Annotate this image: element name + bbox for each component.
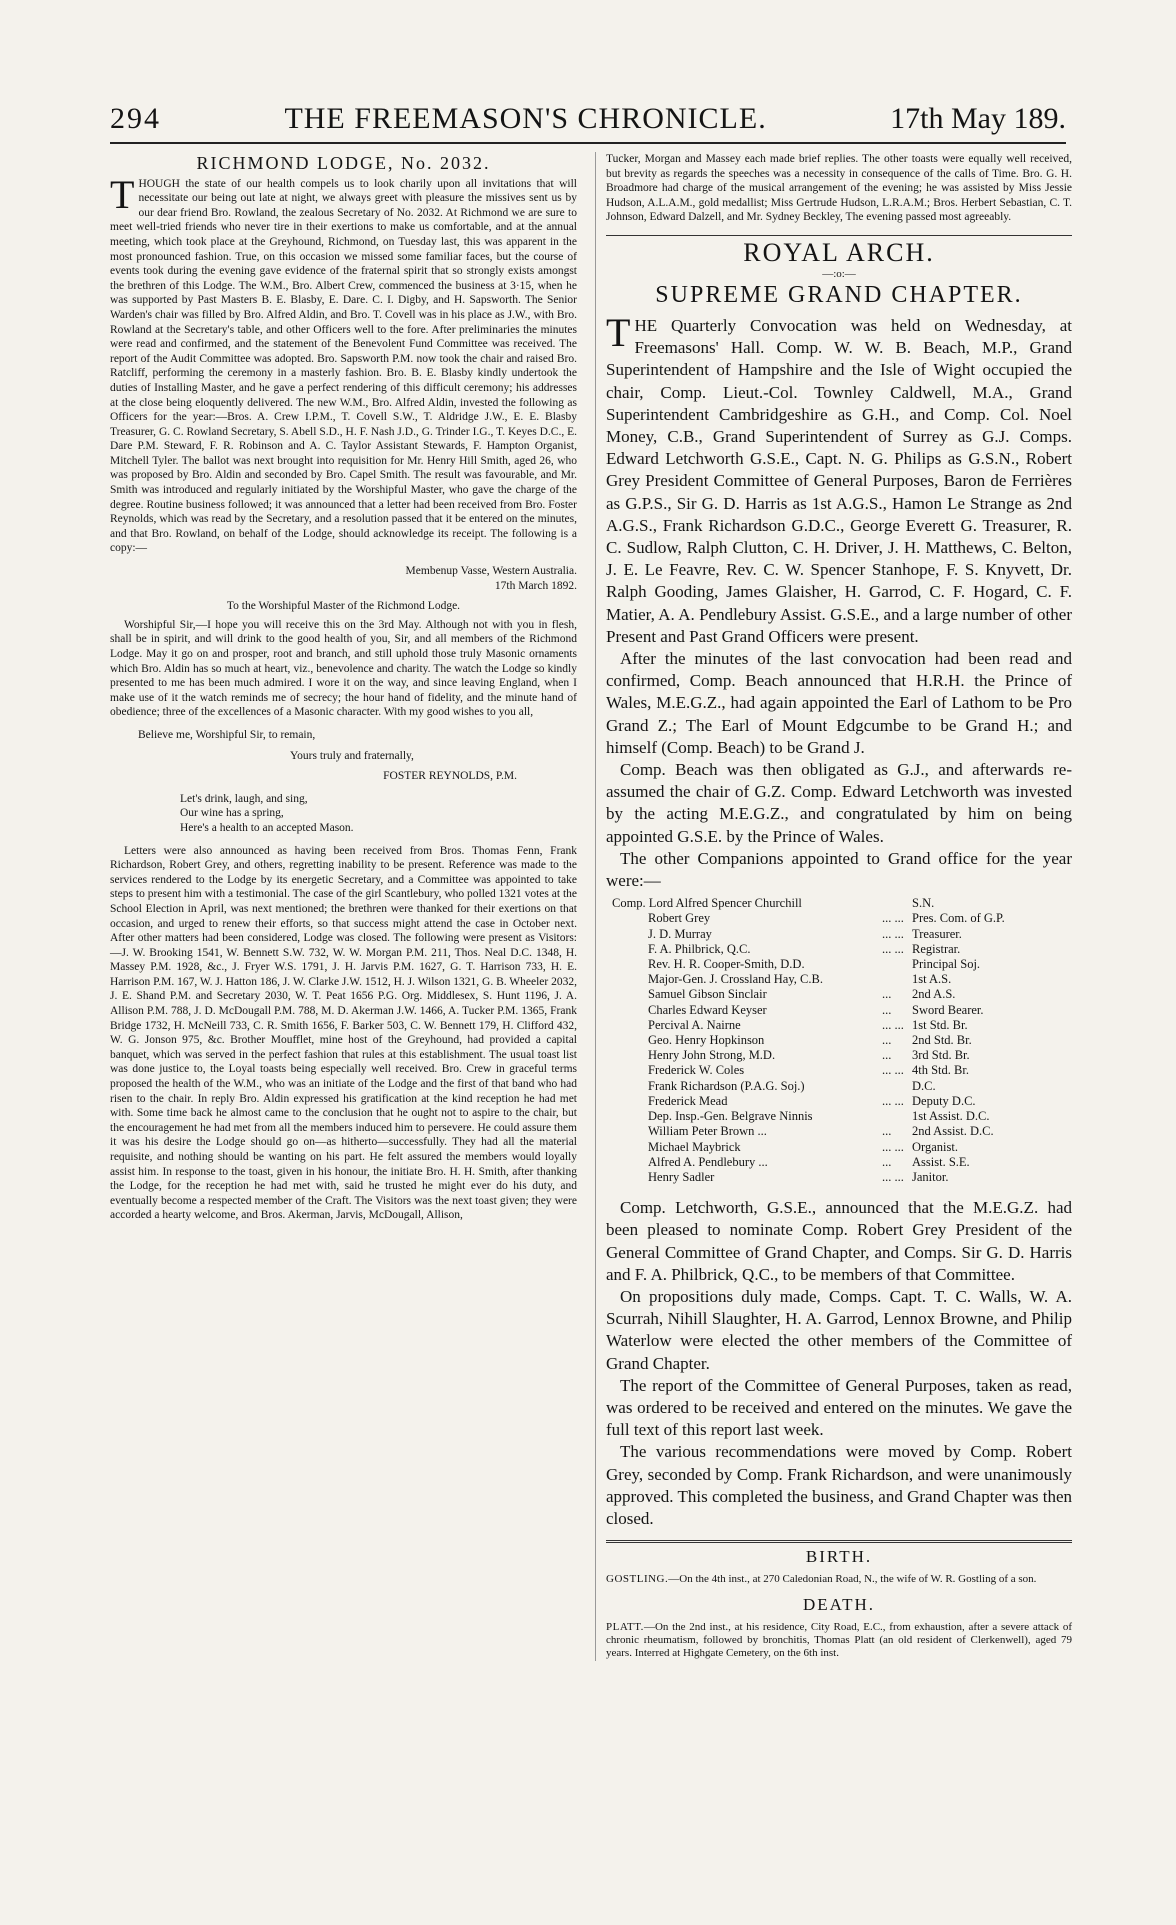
- chapter-paragraph-3: Comp. Beach was then obligated as G.J., and afterwards re-assumed the chair of G.Z. Comp. Edward Letchworth was invested by the acting M.E.G.Z., and congratulated by him on being appointed G.S.E. by the Prince of Wales.: [606, 760, 1072, 846]
- officer-row: [612, 972, 1009, 987]
- officer-leader-dots: ...: [882, 1002, 892, 1017]
- officer-row: [612, 1170, 1009, 1185]
- columns: [110, 152, 1072, 1661]
- officer-name: Frederick Mead: [648, 1093, 728, 1108]
- divider: [606, 235, 1072, 236]
- officer-row: [612, 1124, 1009, 1139]
- death-notice: PLATT.—On the 2nd inst., at his residence, City Road, E.C., from exhaustion, after a severe attack of chronic rheumatism, followed by bronchitis, Thomas Platt (an old resident of Clerkenwell), aged 79 years. Interred at Highgate Cemetery, on the 6th inst.: [606, 1620, 1072, 1660]
- officer-office: 1st Std. Br.: [912, 1017, 968, 1032]
- chapter-paragraph-1: THE Quarterly Convocation was held on Wednesday, at Freemasons' Hall. Comp. W. W. B. Beach, M.P., Grand Superintendent of Hampshire and the Isle of Wight occupied the chair, Comp. Lieut.-Col. Townley Caldwell, M.A., Grand Superintendent Cambridgeshire as G.H., and Comp. Col. Noel Money, C.B., Grand Superintendent of Surrey as G.J. Comps. Edward Letchworth G.S.E., Capt. N. G. Philips as G.S.N., Robert Grey President Committee of General Purposes, Baron de Ferrières as G.P.S., Sir G. D. Harris as 1st A.G.S., Hamon Le Strange as 2nd A.G.S., Frank Richardson G.D.C., George Everett G. Treasurer, R. C. Sudlow, Ralph Clutton, C. H. Driver, J. H. Matthews, C. Belton, J. E. Le Feavre, Rev. C. W. Spencer Stanhope, F. S. Knyvett, Dr. Ralph Gooding, James Glaisher, H. Garrod, C. F. Hogard, C. F. Matier, A. A. Pendlebury Assist. G.S.E., and a large number of other Present and Past Grand Officers were present.: [606, 309, 1072, 646]
- officer-office: 1st A.S.: [912, 972, 952, 987]
- letter-close-2: Yours truly and fraternally,: [290, 749, 414, 762]
- officer-office: S.N.: [912, 896, 935, 911]
- letter-addressee: To the Worshipful Master of the Richmond Lodge.: [226, 600, 461, 613]
- chapter-report-continued: [606, 1197, 1072, 1530]
- officer-leader-dots: ... ...: [882, 911, 904, 926]
- officer-office: Registrar.: [912, 941, 961, 956]
- left-column: [110, 152, 577, 1661]
- officer-row: [612, 1063, 1009, 1078]
- chapter-heading: SUPREME GRAND CHAPTER.: [655, 281, 1023, 308]
- officer-name: Comp. Lord Alfred Spencer Churchill: [612, 896, 802, 911]
- officer-name: Rev. H. R. Cooper-Smith, D.D.: [648, 957, 805, 972]
- verse-line-1: Let's drink, laugh, and sing,: [180, 792, 308, 805]
- lodge-continuation: Tucker, Morgan and Massey each made brief replies. The other toasts were equally well received, but brevity as regards the speeches was a necessity in consequence of the calls of Time. Bro. G. H. Broadmore had charge of the musical arrangement of the evening; he was assisted by Miss Jessie Hudson, A.L.A.M., gold medallist; Miss Gertrude Hudson, L.R.A.M.; Bros. Herbert Sebastian, C. T. Johnson, Edward Dalzell, and Mr. Sydney Beckley, The evening passed most agreeably.: [606, 153, 1072, 224]
- officer-name: F. A. Philbrick, Q.C.: [648, 941, 751, 956]
- officer-office: 2nd A.S.: [912, 987, 956, 1002]
- letter-body: Worshipful Sir,—I hope you will receive this on the 3rd May. Although not with you in flesh, shall be in spirit, and will drink to the good health of you, Sir, and all members of the Richmond Lodge. May it go on and prosper, root and branch, and still uphold those truly Masonic ornaments which Bro. Aldin has so much at heart, viz., benevolence and charity. The watch the Lodge so kindly presented to me has been much admired. I wore it on the way, and since leaving England, when I make use of it the watch reminds me of secrecy; the hour hand of fidelity, and the minute hand of obedience; three of the excellences of a Masonic character. With my good wishes to you all,: [110, 618, 577, 719]
- officer-row: [612, 896, 1009, 911]
- officer-row: [612, 1109, 1009, 1124]
- officer-office: Deputy D.C.: [912, 1093, 976, 1108]
- officer-row: [612, 987, 1009, 1002]
- verse-line-3: Here's a health to an accepted Mason.: [180, 821, 354, 834]
- birth-notice: GOSTLING.—On the 4th inst., at 270 Caledonian Road, N., the wife of W. R. Gostling of a son.: [606, 1573, 1037, 1586]
- chapter-report: [606, 309, 1072, 892]
- divider: [606, 1540, 1072, 1543]
- officer-row: [612, 1048, 1009, 1063]
- lodge-report-paragraph: Letters were also announced as having been received from Bros. Thomas Fenn, Frank Richardson, Robert Grey, and others, regretting inability to be present. Reference was made to the services rendered to the Lodge by its energetic Secretary, and a Committee was appointed to take steps to present him with a testimonial. The case of the girl Scantlebury, who polled 1321 votes at the School Election in April, was next mentioned; the brethren were thanked for their exertions on that occasion, and urged to renew their efforts, so that success might attend the case in October next. After other matters had been considered, Lodge was closed. The following were present as Visitors:—J. W. Brooking 1541, W. Bennett S.W. 732, W. W. Morgan P.M. 211, Thos. Neal D.C. 1348, H. Massey P.M. 1928, &c., J. Fryer W.S. 1791, J. H. Jarvis P.M. 1627, G. T. Harrison 733, H. E. Harrison P.M. 167, W. J. Hatton 186, J. W. Clarke J.W. 1512, H. J. Wilson 1321, G. B. Wheeler 2032, J. E. Shand P.M. and Secretary 2030, W. T. Peat 1656 P.G. Org. Middlesex, S. Hunt 1196, J. A. Allison P.M. 788, J. D. McDougall P.M. 788, M. D. Akerman J.W. 1466, A. Tucker P.M. 1365, Frank Bridge 1732, H. McNeill 733, C. R. Smith 1656, F. Barker 503, C. W. Bennett 179, H. Clifford 432, W. G. Jonson 975, &c. Brother Moufflet, mine host of the Greyhound, had provided a capital banquet, which was served in the perfect fashion that rules at this establishment. The usual toast list was done justice to, the Loyal toasts being especially well received. Bro. Crew in graceful terms proposed the health of the W.M., who was an initiate of the Lodge and the first of that band who had risen to the chair. In reply Bro. Aldin expressed his gratification at the kind reception he had met with. Some time back he almost came to the conclusion that he ought not to aspire to the chair, but the encouragement he had met from all the members induced him to persevere. He could assure them it was his desire the Lodge should go on—as hitherto—successfully. They had all the material requisite, and nothing should be wanting on his part. He felt assured the members would loyally assist him. In response to the toast, given in his honour, the initiate Bro. H. H. Smith, after thanking the Lodge, for the reception he had met with, said he trusted he might ever do his duty, and eventually become a respected member of the Craft. The Visitors was the next toast given; they were accorded a hearty welcome, and Bros. Akerman, Jarvis, McDougall, Allison,: [110, 844, 577, 1222]
- officer-leader-dots: ...: [882, 987, 892, 1002]
- officer-office: Sword Bearer.: [912, 1002, 984, 1017]
- officer-leader-dots: ...: [882, 1048, 892, 1063]
- death-heading: DEATH.: [803, 1594, 875, 1614]
- letter-place: Membenup Vasse, Western Australia.: [405, 565, 577, 578]
- officer-leader-dots: [882, 1079, 912, 1094]
- chapter-paragraph-4: The other Companions appointed to Grand office for the year were:—: [606, 848, 1072, 891]
- officer-leader-dots: ...: [882, 1033, 892, 1048]
- officer-row: [612, 1018, 1009, 1033]
- officer-office: Principal Soj.: [912, 957, 981, 972]
- officer-name: Henry John Strong, M.D.: [648, 1048, 776, 1063]
- officer-office: Treasurer.: [912, 926, 962, 941]
- officer-leader-dots: [882, 896, 912, 911]
- officer-row: [612, 1079, 1009, 1094]
- officer-name: Frederick W. Coles: [648, 1063, 745, 1078]
- officer-row: [612, 942, 1009, 957]
- chapter-paragraph-5: Comp. Letchworth, G.S.E., announced that the M.E.G.Z. had been pleased to nominate Comp. Robert Grey President of the General Committee of Grand Chapter, and Comps. Sir G. D. Harris and F. A. Philbrick, Q.C., to be members of that Committee.: [606, 1198, 1072, 1284]
- officer-office: Janitor.: [912, 1169, 949, 1184]
- newspaper-title: THE FREEMASON'S CHRONICLE.: [284, 102, 767, 135]
- officer-office: Assist. S.E.: [912, 1154, 970, 1169]
- officer-leader-dots: [882, 957, 912, 972]
- officer-name: Frank Richardson (P.A.G. Soj.): [648, 1078, 805, 1093]
- letter-close-1: Believe me, Worshipful Sir, to remain,: [138, 728, 316, 741]
- officer-office: 1st Assist. D.C.: [912, 1109, 990, 1124]
- officer-office: 2nd Assist. D.C.: [912, 1124, 994, 1139]
- lodge-heading: RICHMOND LODGE, No. 2032.: [196, 153, 491, 173]
- officer-leader-dots: ... ...: [882, 1139, 904, 1154]
- section-heading: ROYAL ARCH.: [743, 237, 935, 267]
- officer-leader-dots: ... ...: [882, 1017, 904, 1032]
- officer-name: Robert Grey: [648, 911, 711, 926]
- lodge-intro-paragraph: THOUGH the state of our health compels us to look charily upon all invitations that will necessitate our being out late at night, we always greet with pleasure the missives sent us by our dear friend Bro. Rowland, the zealous Secretary of No. 2032. At Richmond we are sure to meet well-tried friends who never tire in their exertions to make us comfortable, and at the annual meeting, which took place at the Greyhound, Richmond, on Tuesday last, this was apparent in the most pronounced fashion. True, on this occasion we missed some familiar faces, but the course of events took during the evening gave evidence of the fraternal spirit that so strongly exists amongst the brethren of this Lodge. The W.M., Bro. Albert Crew, commenced the business at 3·15, when he was supported by Past Masters B. E. Blasby, E. Dare. C. I. Digby, and H. Sapsworth. The Senior Warden's chair was filled by Bro. Alfred Aldin, and Bro. T. Covell was in his place as J.W., with Bro. Rowland at the Secretary's table, and other Officers well to the fore. After preliminaries the minutes were read and confirmed, and the statement of the Benevolent Fund Committee was received. The report of the Audit Committee was adopted. Bro. Sapsworth P.M. now took the chair and raised Bro. Ratcliff, performing the ceremony in a masterly fashion. Bro. B. E. Blasby kindly undertook the duties of Installing Master, and he gave a perfect rendering of this difficult ceremony; his addresses at the close being eloquently delivered. The new W.M., Bro. Alfred Aldin, invested the following as Officers for the year:—Bros. A. Crew I.P.M., T. Covell S.W., T. Aldridge J.W., E. E. Blasby Treasurer, G. C. Rowland Secretary, S. Abell S.D., H. F. Nash J.D., G. Trinder I.G., T. Keyes D.C., E. Dare P.M. Steward, F. R. Robinson and A. C. Taylor Assistant Stewards, F. Hampton Organist, Mitchell Tyler. The ballot was next brought into requisition for Mr. Henry Hill Smith, aged 26, who was proposed by Bro. Aldin and seconded by Bro. Capel Smith. The result was favourable, and Mr. Smith was introduced and regularly initiated by the Worshipful Master, who gave the charge of the degree. Routine business followed; it was announced that a letter had been received from Bro. Foster Reynolds, which was read by the Secretary, and a resolution passed that it be entered on the minutes, and that Bro. Rowland, on behalf of the Lodge, should acknowledge its receipt. The following is a copy:—: [110, 171, 577, 555]
- officer-row: [612, 911, 1009, 926]
- verse-line-2: Our wine has a spring,: [180, 807, 284, 820]
- officer-office: Organist.: [912, 1139, 958, 1154]
- officer-row: [612, 957, 1009, 972]
- officer-name: Geo. Henry Hopkinson: [648, 1033, 765, 1048]
- masthead: [110, 96, 1066, 144]
- officer-name: Samuel Gibson Sinclair: [648, 987, 767, 1002]
- officer-office: Pres. Com. of G.P.: [912, 911, 1005, 926]
- officer-leader-dots: ...: [882, 1124, 892, 1139]
- officer-leader-dots: ... ...: [882, 1169, 904, 1184]
- chapter-paragraph-2: After the minutes of the last convocation had been read and confirmed, Comp. Beach announced that H.R.H. the Prince of Wales, M.E.G.Z., had again appointed the Earl of Lathom to be Pro Grand Z.; The Earl of Mount Edgcumbe to be Grand H.; and himself (Comp. Beach) to be Grand J.: [606, 649, 1072, 757]
- officer-name: Dep. Insp.-Gen. Belgrave Ninnis: [648, 1109, 813, 1124]
- page-number: 294: [110, 102, 161, 135]
- officer-name: William Peter Brown ...: [648, 1124, 767, 1139]
- letter-signature: FOSTER REYNOLDS, P.M.: [383, 770, 517, 783]
- chapter-paragraph-7: The report of the Committee of General Purposes, taken as read, was ordered to be received and entered on the minutes. We gave the full text of this report last week.: [606, 1375, 1072, 1440]
- chapter-paragraph-8: The various recommendations were moved by Comp. Robert Grey, seconded by Comp. Frank Richardson, and were unanimously approved. This completed the business, and Grand Chapter was then closed.: [606, 1442, 1072, 1528]
- officer-name: Henry Sadler: [648, 1169, 715, 1184]
- officer-name: Charles Edward Keyser: [648, 1002, 767, 1017]
- officer-leader-dots: [882, 972, 912, 987]
- ornament: —:o:—: [822, 267, 856, 280]
- officer-office: 3rd Std. Br.: [912, 1048, 970, 1063]
- officer-leader-dots: ...: [882, 1154, 892, 1169]
- officer-name: Alfred A. Pendlebury ...: [648, 1154, 768, 1169]
- officer-leader-dots: ... ...: [882, 941, 904, 956]
- officer-leader-dots: [882, 1109, 912, 1124]
- right-column: [595, 152, 1072, 1661]
- drop-cap: T: [110, 171, 135, 217]
- officer-leader-dots: ... ...: [882, 1063, 904, 1078]
- officer-office: D.C.: [912, 1078, 936, 1093]
- issue-date: 17th May 189.: [890, 102, 1066, 135]
- officer-row: [612, 1033, 1009, 1048]
- chapter-paragraph-6: On propositions duly made, Comps. Capt. T. C. Walls, W. A. Scurrah, Nihill Slaughter, H. A. Garrod, Lennox Browne, and Philip Waterlow were elected the other members of the Committee of Grand Chapter.: [606, 1286, 1072, 1373]
- officer-office: 2nd Std. Br.: [912, 1033, 972, 1048]
- officer-leader-dots: ... ...: [882, 1093, 904, 1108]
- officer-name: J. D. Murray: [648, 926, 712, 941]
- officer-row: [612, 1094, 1009, 1109]
- officer-office: 4th Std. Br.: [912, 1063, 969, 1078]
- drop-cap: T: [606, 309, 631, 355]
- officer-row: [612, 927, 1009, 942]
- letter-date: 17th March 1892.: [494, 579, 577, 592]
- officer-leader-dots: ... ...: [882, 926, 904, 941]
- officers-table: [612, 896, 1009, 1185]
- officer-row: [612, 1003, 1009, 1018]
- officer-name: Percival A. Nairne: [648, 1017, 741, 1032]
- officer-row: [612, 1155, 1009, 1170]
- officer-name: Major-Gen. J. Crossland Hay, C.B.: [648, 972, 823, 987]
- officer-row: [612, 1140, 1009, 1155]
- officer-name: Michael Maybrick: [648, 1139, 741, 1154]
- birth-heading: BIRTH.: [805, 1547, 873, 1567]
